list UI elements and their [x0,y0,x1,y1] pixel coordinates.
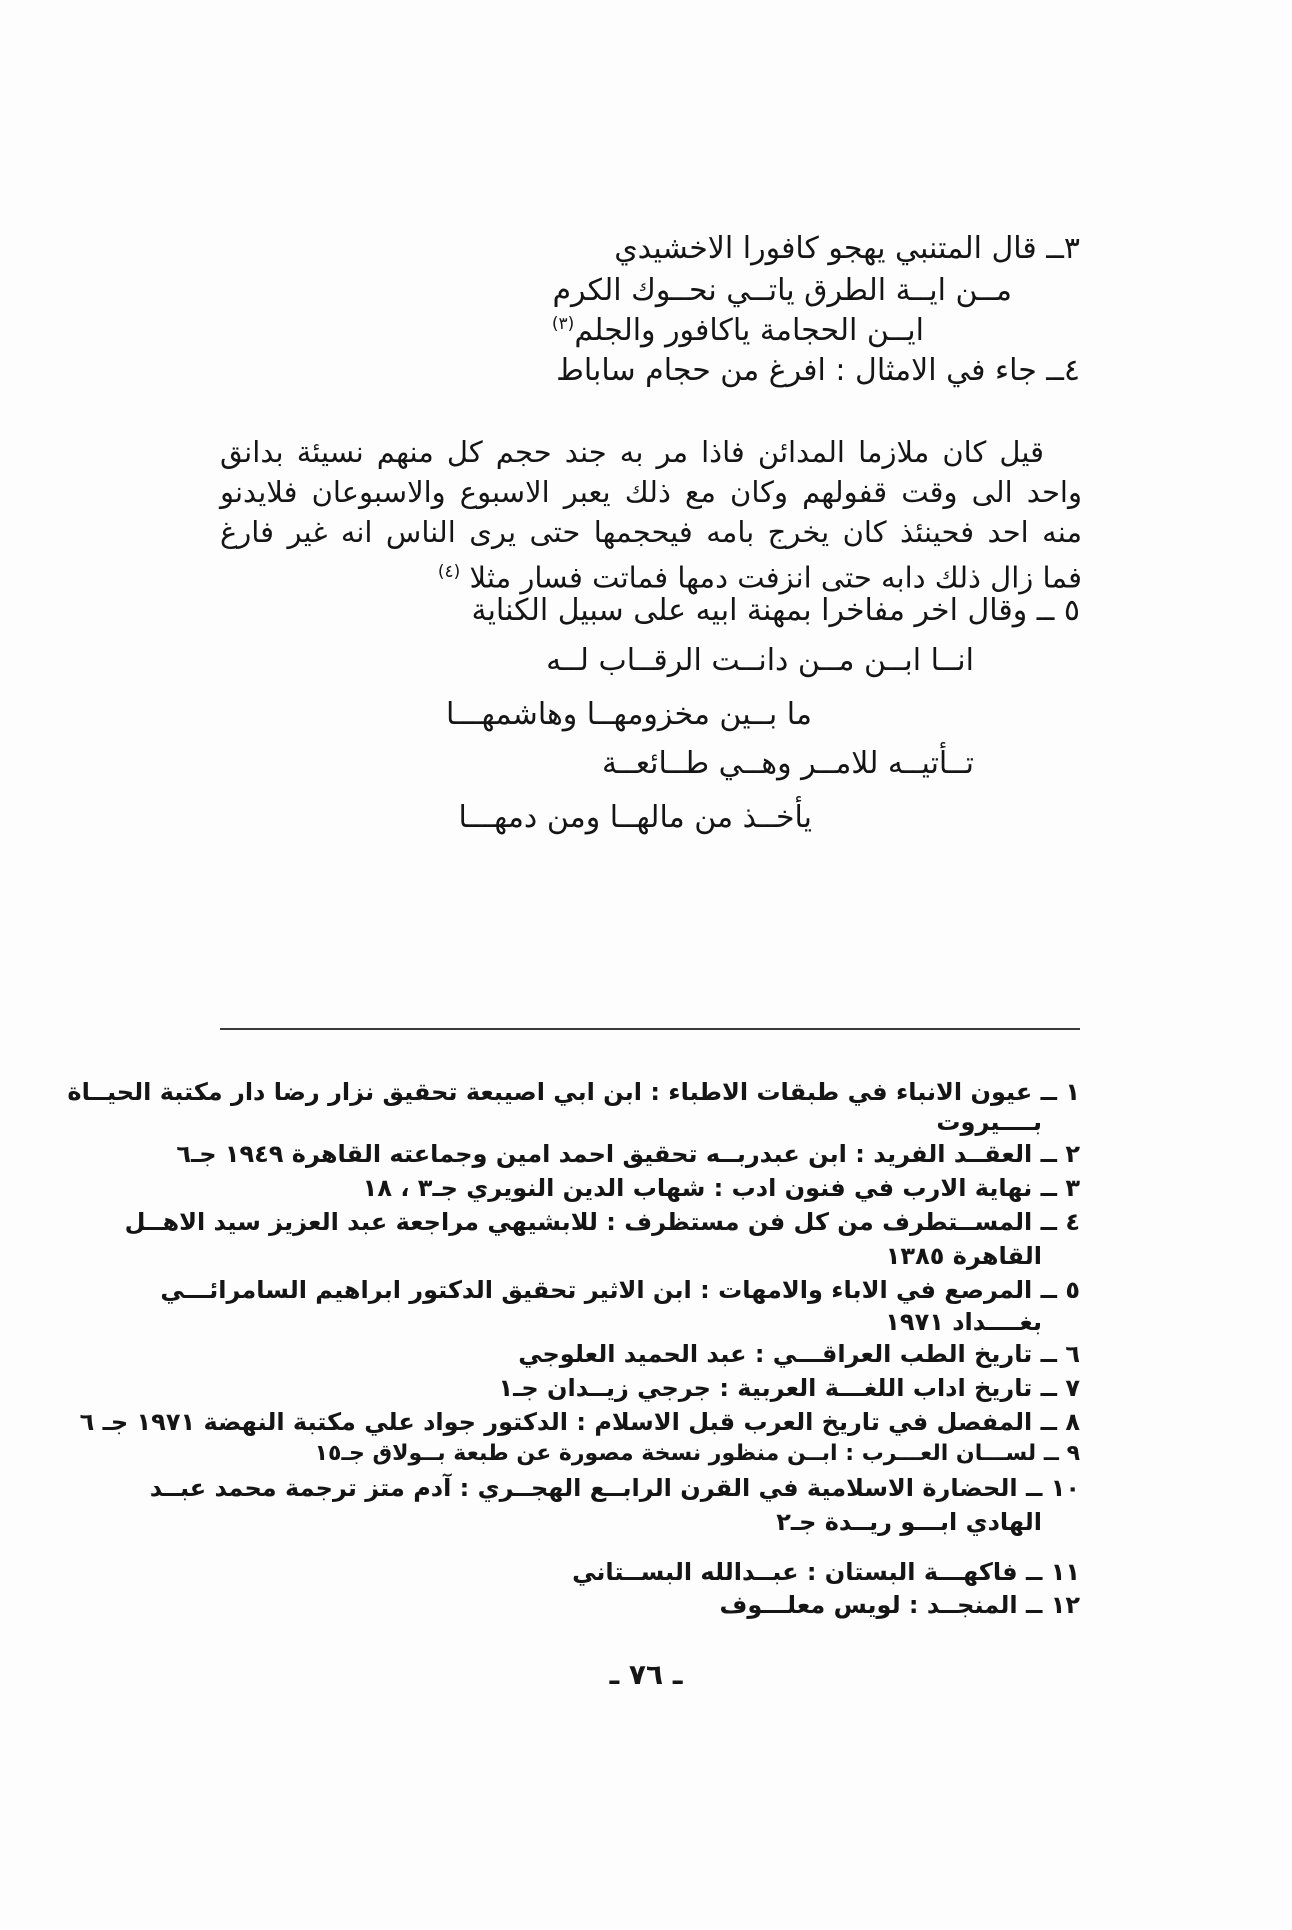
footnote-item [572,1560,1080,1584]
footnote-reference: (٣) [551,314,575,334]
footnote-text: المســتطرف من كل فن مستظرف : للابشيهي مراجعة عبد العزيز سيد الاهــل [124,1208,1033,1236]
verse-text: ايــن الحجامة ياكافور والجلم [574,313,924,348]
footnote-number: ٨ [1065,1408,1080,1436]
footnote-separator-line [220,1028,1080,1030]
footnote-continuation: بــــيروت [936,1108,1042,1136]
page-number: ـ ٧٦ ـ [609,1658,683,1691]
footnote-item [719,1593,1080,1617]
footnote-dash: ــ [1043,1441,1059,1466]
footnote-dash: ــ [1040,1078,1057,1106]
paragraph-text: فما زال ذلك دابه حتى انزفت دمها فماتت فسار مثلا [469,560,1082,595]
footnote-dash: ــ [1025,1474,1043,1502]
footnote-number: ٧ [1065,1374,1080,1402]
paragraph-line: واحد الى وقت قفولهم وكان مع ذلك يعبر الاسبوع والاسبوعان فلايدنو [220,475,1082,509]
footnote-text: المفصل في تاريخ العرب قبل الاسلام : الدكتور جواد علي مكتبة النهضة ١٩٧١ جـ ٦ [79,1408,1033,1436]
verse-line: انــا ابــن مــن دانــت الرقــاب لــه [546,643,974,678]
paragraph-line: قيل كان ملازما المدائن فاذا مر به جند حجم كل منهم نسيئة بدانق [220,435,1044,469]
footnote-dash: ــ [1040,1276,1057,1304]
footnote-item [363,1176,1080,1200]
footnote-number: ١٢ [1050,1591,1080,1619]
footnote-text: المنجــد : لويس معلـــوف [719,1591,1018,1619]
footnote-number: ٥ [1065,1276,1080,1304]
footnote-dash: ــ [1040,1340,1057,1368]
footnote-item [150,1476,1080,1500]
footnote-item [499,1376,1081,1400]
footnote-text: نهاية الارب في فنون ادب : شهاب الدين النويري جـ٣ ، ١٨ [362,1174,1033,1202]
footnote-text: تاريخ اداب اللغـــة العربية : جرجي زيــدان جـ١ [498,1374,1033,1402]
footnote-dash: ــ [1025,1558,1043,1586]
footnote-dash: ــ [1040,1408,1057,1436]
footnote-item [518,1342,1080,1366]
footnote-number: ٦ [1065,1340,1080,1368]
footnote-text: فاكهـــة البستان : عبــدالله البســتاني [572,1558,1018,1586]
footnote-item [176,1142,1080,1166]
footnote-dash: ــ [1025,1591,1043,1619]
verse-line: يأخــذ من مالهــا ومن دمهـــا [458,800,812,835]
paragraph-line [220,552,1082,598]
footnote-text: العقــد الفريد : ابن عبدربــه تحقيق احمد امين وجماعته القاهرة ١٩٤٩ جـ٦ [176,1140,1033,1168]
footnote-text: تاريخ الطب العراقـــي : عبد الحميد العلوجي [518,1340,1033,1368]
footnote-text: الحضارة الاسلامية في القرن الرابــع الهجــري : آدم متز ترجمة محمد عبــد [149,1474,1018,1502]
footnote-text: عيون الانباء في طبقات الاطباء : ابن ابي اصيبعة تحقيق نزار رضا دار مكتبة الحيــاة [67,1078,1033,1106]
footnote-item [125,1210,1080,1234]
verse-line: ما بــين مخزومهــا وهاشمهـــا [446,697,812,732]
section-4-paragraph [220,432,1082,598]
footnote-number: ٤ [1065,1208,1080,1236]
paragraph-line: منه احد فحينئذ كان يخرج بامه فيحجمها حتى يرى الناس انه غير فارغ [220,515,1082,549]
footnote-continuation: بغــــداد ١٩٧١ [885,1308,1042,1336]
footnote-item [80,1410,1080,1434]
footnote-number: ١١ [1050,1558,1080,1586]
section-4-heading: ٤ــ جاء في الامثال : افرغ من حجام ساباط [556,353,1080,388]
verse-line [551,313,924,348]
footnote-number: ١ [1065,1078,1080,1106]
footnote-number: ٩ [1066,1441,1080,1466]
footnote-number: ١٠ [1050,1474,1080,1502]
footnote-item [315,1443,1080,1465]
footnote-reference: (٤) [437,562,461,582]
footnote-text: المرصع في الاباء والامهات : ابن الاثير تحقيق الدكتور ابراهيم السامرائـــي [160,1276,1033,1304]
section-5-heading: ٥ ــ وقال اخر مفاخرا بمهنة ابيه على سبيل الكناية [471,593,1080,628]
footnote-dash: ــ [1040,1140,1057,1168]
section-3-heading: ٣ــ قال المتنبي يهجو كافورا الاخشيدي [614,231,1080,266]
footnote-number: ٣ [1065,1174,1080,1202]
footnote-dash: ــ [1040,1374,1057,1402]
footnote-text: لســـان العـــرب : ابــن منظور نسخة مصورة عن طبعة بــولاق جـ١٥ [314,1441,1037,1466]
footnote-continuation: الهادي ابـــو ريــدة جـ٢ [776,1508,1042,1536]
verse-line: مــن ايــة الطرق ياتــي نحــوك الكرم [552,273,1012,308]
footnote-number: ٢ [1065,1140,1080,1168]
footnote-continuation: القاهرة ١٣٨٥ [885,1242,1042,1270]
footnote-dash: ــ [1040,1174,1057,1202]
verse-line: تــأتيــه للامــر وهــي طــائعــة [602,746,974,781]
footnote-item [160,1278,1080,1302]
footnote-dash: ــ [1040,1208,1057,1236]
footnote-item [67,1080,1080,1104]
